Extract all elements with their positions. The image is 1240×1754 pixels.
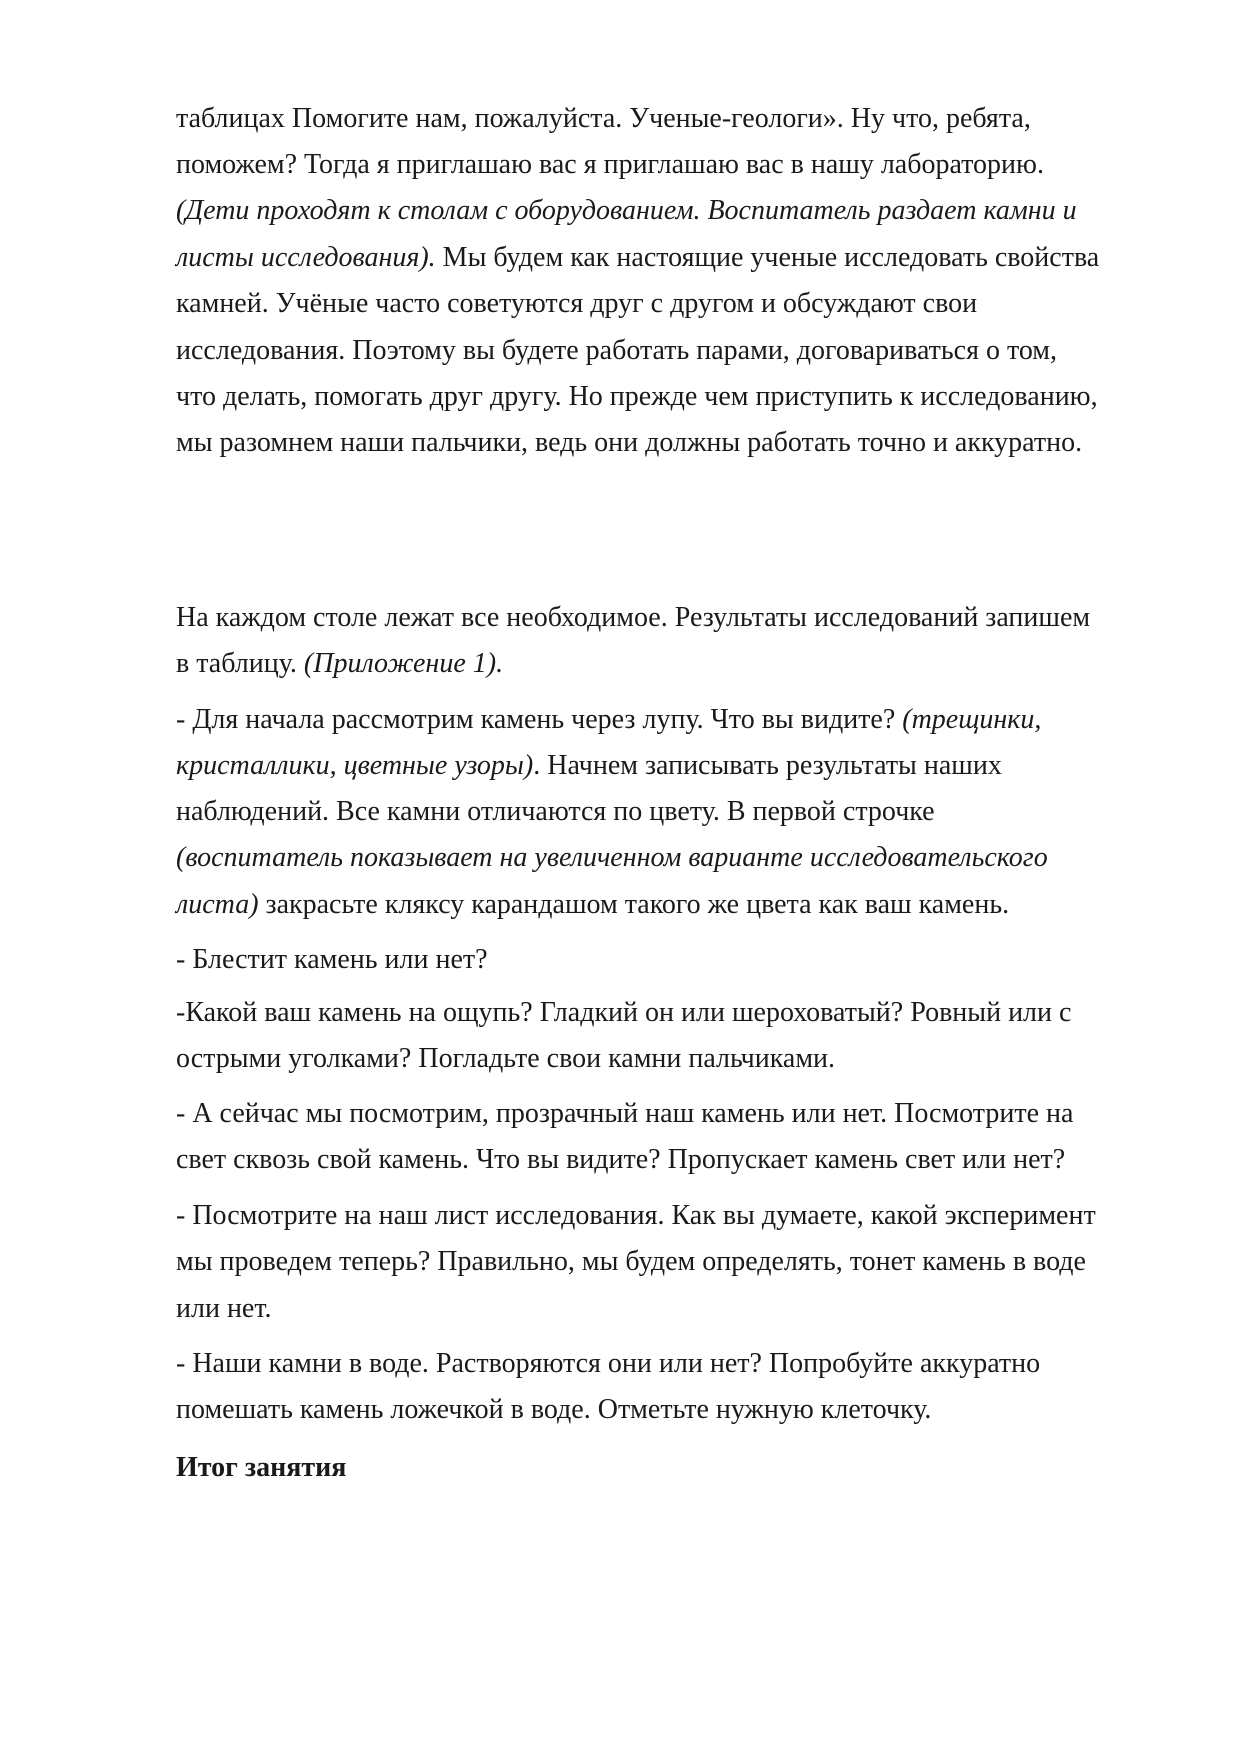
paragraph-7-line-3: или нет. (176, 1293, 272, 1324)
paragraph-3-line-2-italic: кристаллики, цветные узоры) (176, 750, 534, 781)
paragraph-4-line-1: - Блестит камень или нет? (176, 944, 488, 975)
paragraph-1-line-7: что делать, помогать друг другу. Но прежде чем приступить к исследованию, (176, 381, 1098, 412)
section-heading: Итог занятия (176, 1452, 347, 1483)
paragraph-3-line-2 (176, 749, 1002, 783)
paragraph-3-line-4: (воспитатель показывает на увеличенном варианте исследовательского (176, 842, 1048, 873)
paragraph-6-line-1: - А сейчас мы посмотрим, прозрачный наш камень или нет. Посмотрите на (176, 1098, 1074, 1129)
paragraph-1-line-4 (176, 241, 1099, 275)
paragraph-1-line-1: таблицах Помогите нам, пожалуйста. Ученые-геологи». Ну что, ребята, (176, 103, 1031, 134)
paragraph-5-line-1: -Какой ваш камень на ощупь? Гладкий он или шероховатый? Ровный или с (176, 997, 1072, 1028)
paragraph-2-line-2 (176, 647, 503, 681)
paragraph-1-line-5: камней. Учёные часто советуются друг с другом и обсуждают свои (176, 288, 978, 319)
paragraph-1-line-4-italic: листы исследования). (176, 242, 436, 273)
paragraph-3-line-5-italic: листа) (176, 889, 259, 920)
paragraph-1-line-6: исследования. Поэтому вы будете работать парами, договариваться о том, (176, 335, 1058, 366)
paragraph-3-line-5 (176, 888, 1009, 922)
paragraph-2-line-2-italic: (Приложение 1). (303, 648, 504, 679)
paragraph-1-line-8: мы разомнем наши пальчики, ведь они должны работать точно и аккуратно. (176, 427, 1083, 458)
paragraph-8-line-1: - Наши камни в воде. Растворяются они или нет? Попробуйте аккуратно (176, 1348, 1041, 1379)
paragraph-2-line-1: На каждом столе лежат все необходимое. Результаты исследований запишем (176, 602, 1091, 633)
paragraph-1-line-4-text: Мы будем как настоящие ученые исследовать свойства (435, 242, 1100, 273)
paragraph-3-line-5-text: закрасьте кляксу карандашом такого же цвета как ваш камень. (258, 889, 1010, 920)
paragraph-3-line-3: наблюдений. Все камни отличаются по цвету. В первой строчке (176, 796, 935, 827)
paragraph-7-line-2: мы проведем теперь? Правильно, мы будем определять, тонет камень в воде (176, 1246, 1086, 1277)
paragraph-6-line-2: свет сквозь свой камень. Что вы видите? Пропускает камень свет или нет? (176, 1144, 1066, 1175)
paragraph-8-line-2: помешать камень ложечкой в воде. Отметьте нужную клеточку. (176, 1394, 932, 1425)
paragraph-5-line-2: острыми уголками? Погладьте свои камни пальчиками. (176, 1043, 836, 1074)
paragraph-3-line-1 (176, 703, 1041, 737)
paragraph-1-line-2: поможем? Тогда я приглашаю вас я приглашаю вас в нашу лабораторию. (176, 149, 1044, 180)
paragraph-3-line-1-text: - Для начала рассмотрим камень через лупу. Что вы видите? (176, 704, 903, 735)
paragraph-3-line-1-italic: (трещинки, (902, 704, 1042, 735)
paragraph-7-line-1: - Посмотрите на наш лист исследования. Как вы думаете, какой эксперимент (176, 1200, 1096, 1231)
paragraph-2-line-2-text: в таблицу. (176, 648, 304, 679)
paragraph-1-line-3: (Дети проходят к столам с оборудованием. Воспитатель раздает камни и (176, 195, 1077, 226)
paragraph-3-line-2-text: . Начнем записывать результаты наших (533, 750, 1002, 781)
